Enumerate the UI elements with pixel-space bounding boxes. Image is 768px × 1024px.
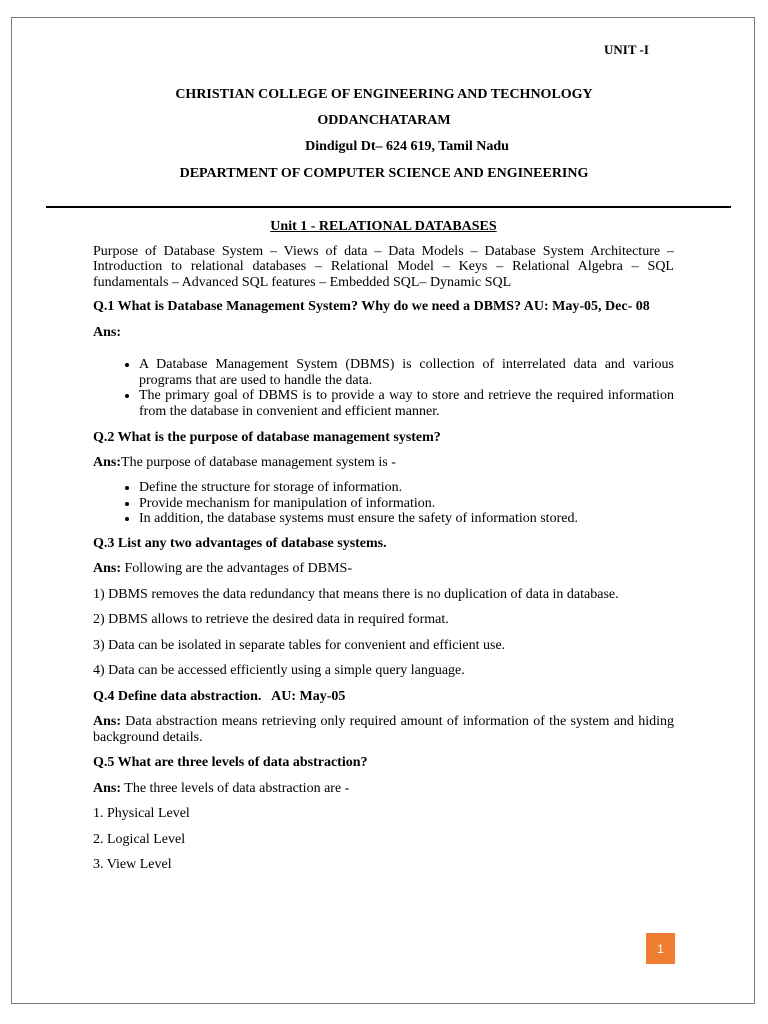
question-1: Q.1 What is Database Management System? Why do we need a DBMS? AU: May-05, Dec- 08	[93, 299, 650, 314]
answer-4	[93, 714, 674, 745]
answer-2-text: The purpose of database management system is -	[121, 454, 396, 470]
list-item: • Provide mechanism for manipulation of information.	[139, 496, 674, 512]
list-item: 1) DBMS removes the data redundancy that means there is no duplication of data in database.	[93, 586, 619, 602]
list-item: • The primary goal of DBMS is to provide a way to store and retrieve the required information from the database in convenient and efficient manner.	[139, 388, 674, 419]
answer-4-text: Data abstraction means retrieving only required amount of information of the system and hiding background details.	[93, 714, 674, 745]
answer-5-text: The three levels of data abstraction are -	[121, 780, 350, 796]
answer-2-label: Ans:	[93, 454, 122, 470]
answer-3-text: Following are the advantages of DBMS-	[121, 561, 352, 576]
department-name: DEPARTMENT OF COMPUTER SCIENCE AND ENGINEERING	[179, 166, 589, 181]
list-item: 2) DBMS allows to retrieve the desired data in required format.	[93, 612, 449, 627]
answer-3-label: Ans:	[93, 561, 122, 576]
question-3: Q.3 List any two advantages of database systems.	[93, 535, 387, 551]
list-item: • A Database Management System (DBMS) is collection of interrelated data and various programs that are used to handle the data.	[139, 357, 674, 388]
answer-1-label: Ans:	[93, 324, 122, 340]
answer-4-label: Ans:	[93, 714, 122, 729]
college-address: Dindigul Dt– 624 619, Tamil Nadu	[305, 139, 509, 154]
answer-5-label: Ans:	[93, 780, 122, 796]
unit-title: Unit 1 - RELATIONAL DATABASES	[270, 219, 497, 234]
answer-2	[93, 455, 674, 471]
list-item: 3. View Level	[93, 857, 172, 872]
list-item: • Define the structure for storage of information.	[139, 480, 674, 496]
list-item: • In addition, the database systems must ensure the safety of information stored.	[139, 511, 674, 527]
question-4: Q.4 Define data abstraction. AU: May-05	[93, 688, 346, 704]
college-name: CHRISTIAN COLLEGE OF ENGINEERING AND TECHNOLOGY	[175, 87, 593, 102]
list-item: 4) Data can be accessed efficiently using a simple query language.	[93, 663, 465, 678]
header-divider	[46, 206, 731, 208]
document-body	[93, 219, 674, 883]
answer-2-list	[93, 480, 674, 527]
list-item: 1. Physical Level	[93, 806, 190, 821]
answer-5	[93, 781, 674, 797]
college-place: ODDANCHATARAM	[317, 113, 451, 128]
answer-1-list	[93, 357, 674, 419]
unit-label: UNIT -I	[604, 42, 649, 57]
page-number: 1	[646, 933, 675, 964]
answer-3	[93, 561, 674, 577]
question-5: Q.5 What are three levels of data abstraction?	[93, 755, 368, 770]
question-2: Q.2 What is the purpose of database management system?	[93, 430, 441, 445]
syllabus-text: Purpose of Database System – Views of data – Data Models – Database System Architecture – Introduction to relational databases – Relational Model – Keys – Relational Algebra – SQL fundamentals – Advanced SQL features – Embedded SQL– Dynamic SQL	[93, 243, 674, 290]
list-item: 2. Logical Level	[93, 831, 186, 847]
list-item: 3) Data can be isolated in separate tables for convenient and efficient use.	[93, 637, 506, 653]
